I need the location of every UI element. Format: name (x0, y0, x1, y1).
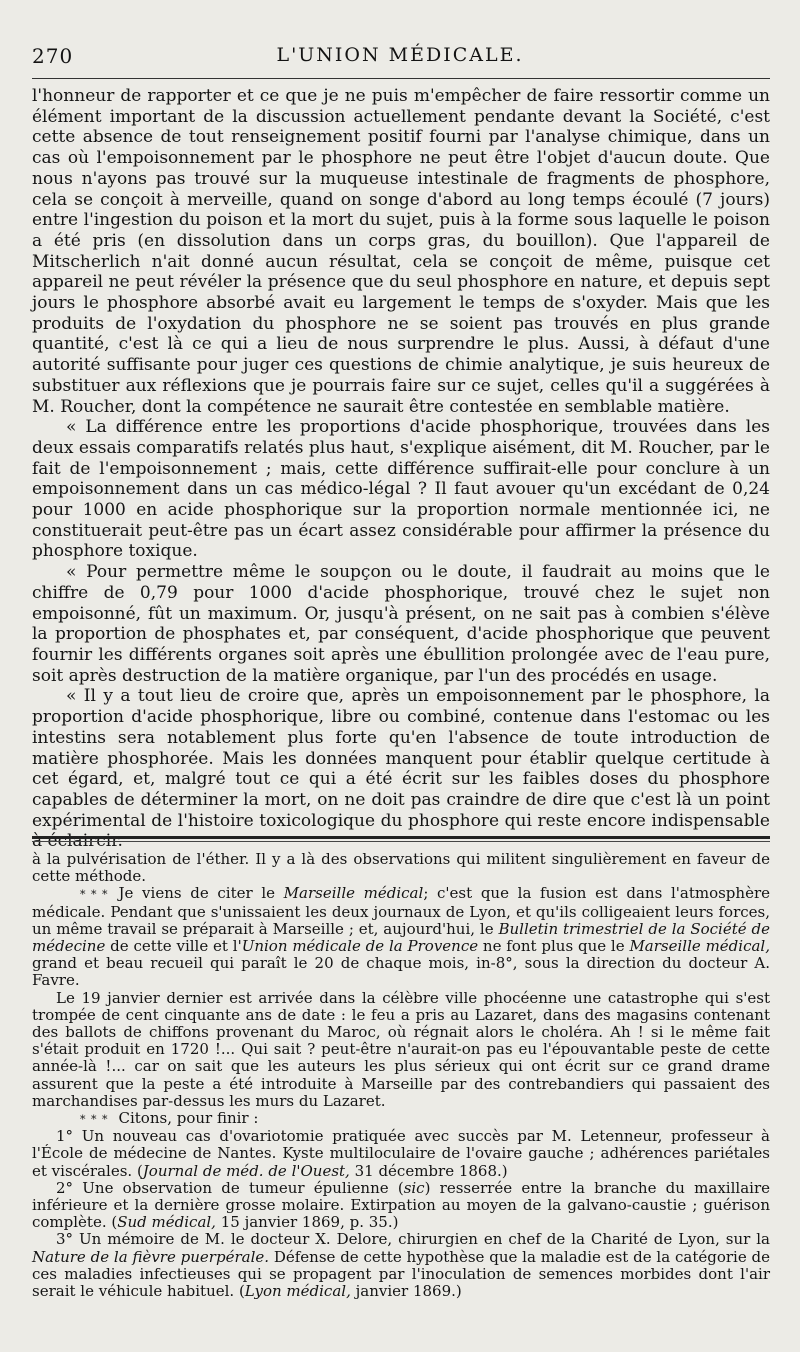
text-run: Je viens de citer le (118, 884, 284, 903)
feuilleton-section (32, 851, 770, 1300)
text-run-italic: sic (403, 1178, 425, 1197)
article-paragraph: « Pour permettre même le soupçon ou le doute, il faudrait au moins que le chiffre de 0,79 pour 1000 d'acide phosphorique, trouvé chez le sujet non empoisonné, fût un maximum. Or, jusqu'à présent, on ne sait pas à combien s'élève la proportion de phosphates et, par conséquent, d'acide phosphorique que peuvent fournir les différents organes soit après une ébullition prolongée avec de l'eau pure, soit après destruction de la matière organique, par l'un des procédés en usage. (32, 562, 770, 686)
article-paragraph: « La différence entre les proportions d'acide phosphorique, trouvées dans les deux essais comparatifs relatés plus haut, s'explique aisément, dit M. Roucher, par le fait de l'empoisonnement ; mais, cette différence suffirait-elle pour conclure à un empoisonnement dans un cas médico-légal ? Il faut avouer qu'un excédant de 0,24 pour 1000 en acide phosphorique sur la proportion normale mentionnée ici, ne constituerait peut-être pas un écart assez considérable pour affirmer la présence du phosphore toxique. (32, 417, 770, 562)
feuilleton-paragraph (32, 885, 770, 989)
main-article (32, 86, 770, 852)
article-paragraph: « Il y a tout lieu de croire que, après un empoisonnement par le phosphore, la proportion d'acide phosphorique, libre ou combiné, contenue dans l'estomac ou les intestins sera notablement plus forte qu'en l'absence de toute introduction de matière phosphorée. Mais les données manquent pour établir quelque certitude à cet égard, et, malgré tout ce qui a été écrit sur les faibles doses du phosphore capables de déterminer la mort, on ne doit pas craindre de dire que c'est là un point expérimental de l'histoire toxicologique du phosphore qui reste encore indispensable à éclaircir. (32, 686, 770, 852)
text-run: 2° Une observation de tumeur épulienne ( (56, 1178, 404, 1197)
list-item (32, 1231, 770, 1300)
feuilleton-rule-thin (32, 841, 770, 842)
text-run: ; c'est que la fusion est dans l'atmosphère médicale. Pendant que s'unissaient les deux journaux de Lyon, et qu'ils colligeaient leurs forces, un même travail se préparait à Marseille ; et, aujourd'hui, le (32, 884, 770, 938)
text-run: 3° Un mémoire de M. le docteur X. Delore, chirurgien en chef de la Charité de Lyon, sur la (56, 1230, 770, 1249)
text-run: 31 décembre 1868.) (349, 1161, 508, 1180)
article-paragraph: l'honneur de rapporter et ce que je ne puis m'empêcher de faire ressortir comme un élément important de la discussion actuellement pendante devant la Société, c'est cette absence de tout renseignement positif fourni par l'analyse chimique, dans un cas où l'empoisonnement par le phosphore ne peut être l'objet d'aucun doute. Que nous n'ayons pas trouvé sur la muqueuse intestinale de fragments de phosphore, cela se conçoit à merveille, quand on songe d'abord au long temps écoulé (7 jours) entre l'ingestion du poison et la mort du sujet, puis à la forme sous laquelle le poison a été pris (en dissolution dans un corps gras, du bouillon). Que l'appareil de Mitscherlich n'ait donné aucun résultat, cela se conçoit de même, puisque cet appareil ne peut révéler la présence que du seul phosphore en nature, et depuis sept jours le phosphore absorbé avait eu largement le temps de s'oxyder. Mais que les produits de l'oxydation du phosphore ne se soient pas trouvés en plus grande quantité, c'est là ce qui a lieu de nous surprendre le plus. Aussi, à défaut d'une autorité suffisante pour juger ces questions de chimie analytique, je suis heureux de substituer aux réflexions que je pourrais faire sur ce sujet, celles qu'il a suggérées à M. Roucher, dont la compétence ne saurait être contestée en semblable matière. (32, 86, 770, 417)
journal-title: Journal de méd. de l'Ouest, (142, 1161, 350, 1180)
list-item (32, 1180, 770, 1232)
journal-title: Lyon médical, (244, 1282, 351, 1301)
journal-title: Marseille médical (283, 884, 424, 903)
text-run: 15 janvier 1869, p. 35.) (215, 1213, 399, 1232)
page-header (32, 40, 768, 74)
feuilleton-paragraph: Le 19 janvier dernier est arrivée dans la célèbre ville phocéenne une catastrophe qui s'est trompée de cent cinquante ans de date : le feu a pris au Lazaret, dans des magasins contenant des ballots de chiffons provenant du Maroc, où régnait alors le choléra. Ah ! si le même fait s'était produit en 1720 !... Qui sait ? peut-être n'aurait-on pas eu l'épouvantable peste de cette année-là !... car on sait que les auteurs les plus sérieux qui ont écrit sur ce grand drame assurent que la peste a été introduite à Marseille par des contrebandiers qui passaient des marchandises par-dessus les murs du Lazaret. (32, 988, 770, 1110)
memoir-title: Nature de la fièvre puerpérale. (32, 1247, 270, 1266)
journal-title: Marseille médical, (629, 937, 770, 956)
text-run: ) resserrée entre la branche du maxillaire inférieure et la dernière grosse molaire. Extirpation au moyen de la galvano-caustie ; guérison complète. ( (32, 1178, 770, 1232)
running-title: L'UNION MÉDICALE. (276, 44, 524, 66)
journal-title: Bulletin trimestriel de la Société de médecine (32, 919, 770, 956)
journal-title: Sud médical, (117, 1213, 216, 1232)
journal-title: Union médicale de la Provence (241, 937, 479, 956)
text-run: ne font plus que le (478, 937, 630, 956)
feuilleton-paragraph (32, 1110, 770, 1128)
list-item (32, 1128, 770, 1180)
header-rule (32, 78, 770, 79)
text-run: janvier 1869.) (350, 1282, 462, 1301)
page-number: 270 (32, 44, 74, 68)
text-run: 1° Un nouveau cas d'ovariotomie pratiquée avec succès par M. Letenneur, professeur à l'École de médecine de Nantes. Kyste multiloculaire de l'ovaire gauche ; adhérences pariétales et viscérales. ( (32, 1127, 770, 1180)
asterism: * * * (80, 888, 109, 902)
feuilleton-rule (32, 836, 770, 839)
asterism: * * * (80, 1113, 109, 1127)
text-run: Défense de cette hypothèse que la maladie est de la catégorie de ces maladies infectieuses qui se propagent par l'inoculation de semences morbides dont l'air serait le véhicule habituel. ( (32, 1247, 770, 1301)
text-run: de cette ville et l' (105, 937, 242, 956)
feuilleton-paragraph: à la pulvérisation de l'éther. Il y a là des observations qui militent singulièrement en faveur de cette méthode. (32, 850, 770, 886)
text-run: grand et beau recueil qui paraît le 20 de chaque mois, in-8°, sous la direction du docteur A. Favre. (32, 954, 770, 990)
text-run: Citons, pour finir : (118, 1109, 259, 1128)
